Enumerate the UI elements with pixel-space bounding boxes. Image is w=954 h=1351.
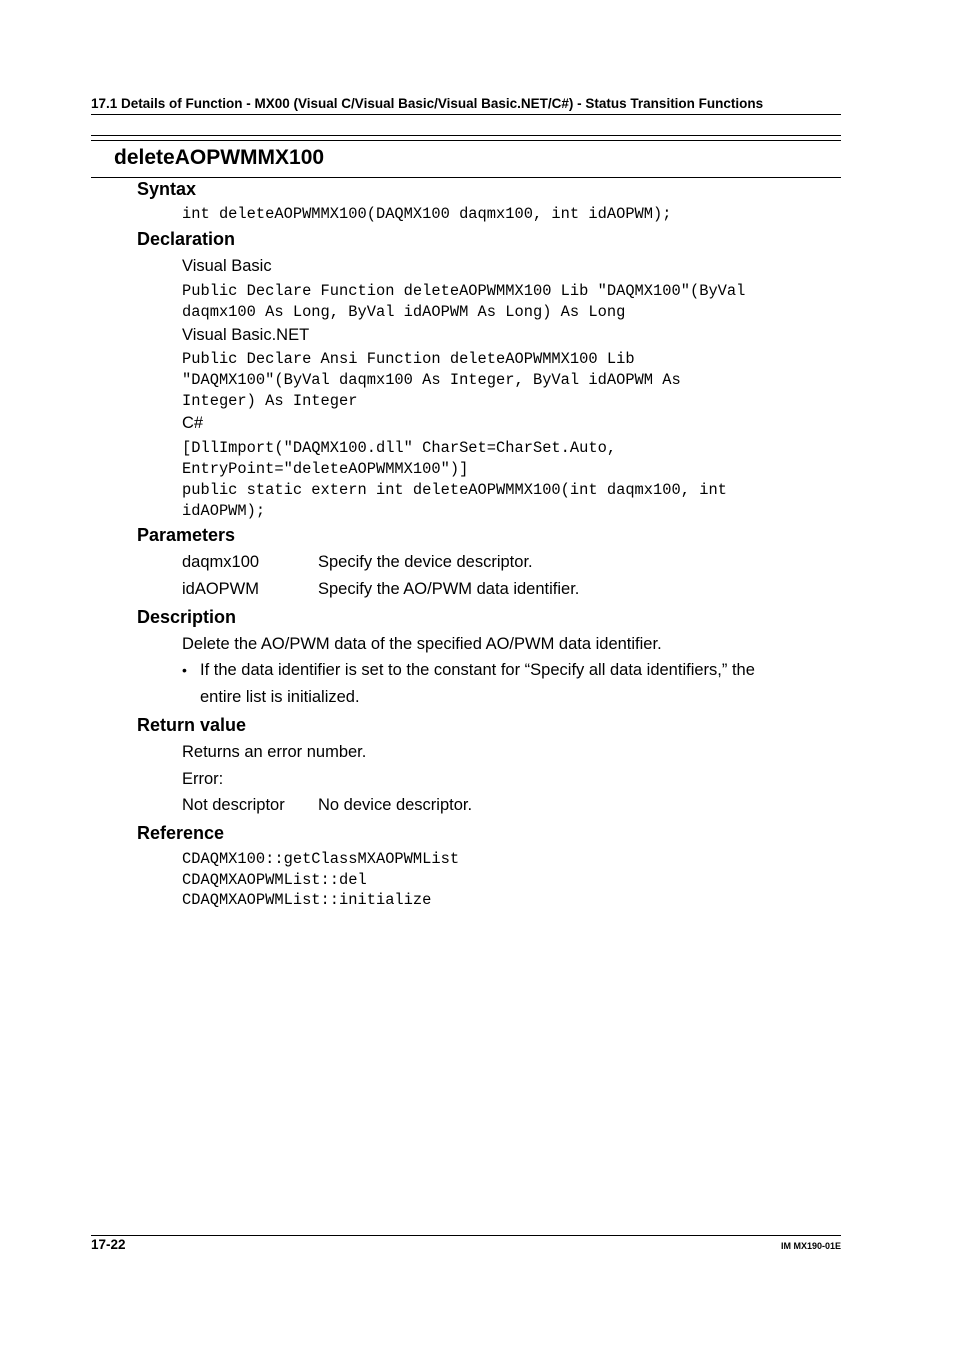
parameter-name: idAOPWM bbox=[182, 580, 260, 598]
function-title: deleteAOPWMMX100 bbox=[114, 146, 325, 169]
cs-label: C# bbox=[182, 414, 204, 432]
error-label: Error: bbox=[182, 770, 224, 788]
parameter-name: daqmx100 bbox=[182, 553, 260, 571]
vbnet-code-line: Integer) As Integer bbox=[182, 392, 358, 410]
return-value-text: Returns an error number. bbox=[182, 743, 367, 761]
cs-code-line: EntryPoint="deleteAOPWMMX100")] bbox=[182, 460, 469, 478]
running-head: 17.1 Details of Function - MX00 (Visual C/Visual Basic/Visual Basic.NET/C#) - Status Transition Functions bbox=[91, 96, 764, 111]
cs-code-line: idAOPWM); bbox=[182, 502, 266, 520]
title-rule-top-thin bbox=[91, 140, 841, 141]
title-rule-bottom bbox=[91, 177, 841, 178]
error-desc: No device descriptor. bbox=[318, 796, 473, 814]
error-name: Not descriptor bbox=[182, 796, 285, 814]
title-rule-top bbox=[91, 135, 841, 136]
bullet-mark: • bbox=[182, 662, 187, 678]
bullet-text-line: If the data identifier is set to the constant for “Specify all data identifiers,” the bbox=[200, 661, 755, 679]
parameter-desc: Specify the device descriptor. bbox=[318, 553, 533, 571]
description-text: Delete the AO/PWM data of the specified AO/PWM data identifier. bbox=[182, 635, 662, 653]
bullet-text-line: entire list is initialized. bbox=[200, 688, 360, 706]
cs-code-line: [DllImport("DAQMX100.dll" CharSet=CharSet.Auto, bbox=[182, 439, 617, 457]
reference-item: CDAQMXAOPWMList::initialize bbox=[182, 891, 432, 909]
syntax-heading: Syntax bbox=[137, 179, 197, 199]
cs-code-line: public static extern int deleteAOPWMMX100(int daqmx100, int bbox=[182, 481, 727, 499]
declaration-heading: Declaration bbox=[137, 229, 236, 249]
syntax-code: int deleteAOPWMMX100(DAQMX100 daqmx100, int idAOPWM); bbox=[182, 205, 672, 223]
description-heading: Description bbox=[137, 607, 237, 627]
vb-code-line: daqmx100 As Long, ByVal idAOPWM As Long) As Long bbox=[182, 303, 626, 321]
vb-label: Visual Basic bbox=[182, 257, 272, 275]
vbnet-code-line: "DAQMX100"(ByVal daqmx100 As Integer, ByVal idAOPWM As bbox=[182, 371, 681, 389]
parameters-heading: Parameters bbox=[137, 525, 236, 545]
return-value-heading: Return value bbox=[137, 715, 247, 735]
vbnet-code-line: Public Declare Ansi Function deleteAOPWMMX100 Lib bbox=[182, 350, 635, 368]
header-rule bbox=[91, 114, 841, 115]
vbnet-label: Visual Basic.NET bbox=[182, 326, 310, 344]
reference-item: CDAQMXAOPWMList::del bbox=[182, 871, 367, 889]
vb-code-line: Public Declare Function deleteAOPWMMX100 Lib "DAQMX100"(ByVal bbox=[182, 282, 746, 300]
footer-rule bbox=[91, 1235, 841, 1236]
page-number: 17-22 bbox=[91, 1237, 126, 1252]
document-id: IM MX190-01E bbox=[780, 1241, 841, 1251]
reference-item: CDAQMX100::getClassMXAOPWMList bbox=[182, 850, 460, 868]
reference-heading: Reference bbox=[137, 823, 225, 843]
parameter-desc: Specify the AO/PWM data identifier. bbox=[318, 580, 580, 598]
